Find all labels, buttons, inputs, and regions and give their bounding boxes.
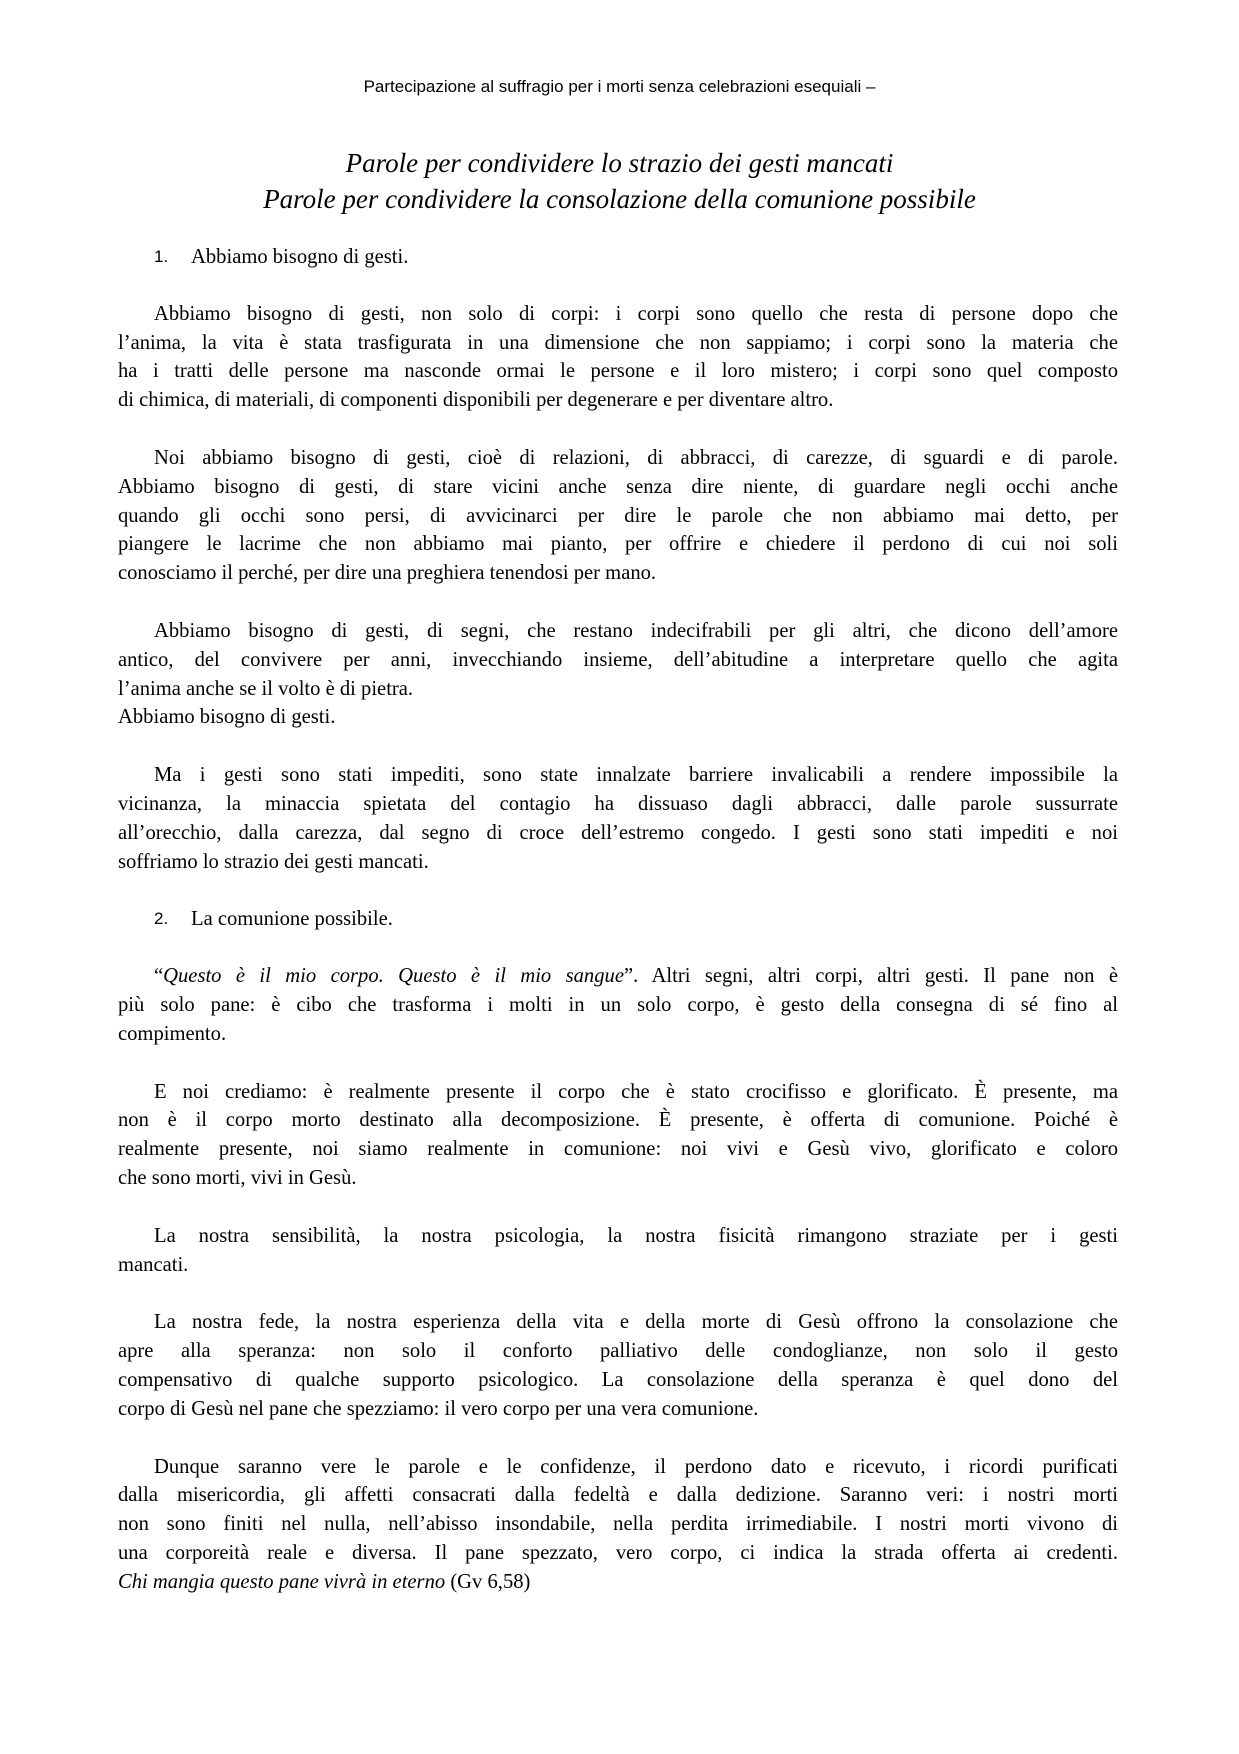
text-line: non è il corpo morto destinato alla decomposizione. È presente, è offerta di comunione. Poiché è: [118, 1109, 1118, 1132]
text-line: l’anima anche se il volto è di pietra.: [118, 677, 414, 700]
scripture-reference: (Gv 6,58): [445, 1570, 531, 1593]
text-line: l’anima, la vita è stata trasfigurata in una dimensione che non sappiamo; i corpi sono la materia che: [118, 331, 1118, 354]
text-line: realmente presente, noi siamo realmente in comunione: noi vivi e Gesù vivo, glorificato e coloro: [118, 1138, 1118, 1161]
text-line: La nostra sensibilità, la nostra psicologia, la nostra fisicità rimangono straziate per i gesti: [154, 1224, 1118, 1247]
section-heading-1: [118, 243, 1118, 272]
text-line: compensativo di qualche supporto psicologico. La consolazione della speranza è quel dono del: [118, 1368, 1118, 1391]
section-heading-2: [118, 905, 1118, 934]
quote-italic: Questo è il mio corpo. Questo è il mio sangue: [163, 965, 624, 988]
text-line: apre alla speranza: non solo il conforto palliativo delle condoglianze, non solo il gesto: [118, 1340, 1118, 1363]
section-number: 2.: [154, 909, 169, 929]
text-line: [118, 1568, 1118, 1597]
text-line: Noi abbiamo bisogno di gesti, cioè di relazioni, di abbracci, di carezze, di sguardi e di parole.: [154, 446, 1118, 469]
text-line: compimento.: [118, 1022, 227, 1045]
paragraph: [118, 962, 1118, 1048]
text-line: corpo di Gesù nel pane che spezziamo: il vero corpo per una vera comunione.: [118, 1397, 759, 1420]
text-line: conosciamo il perché, per dire una preghiera tenendosi per mano.: [118, 562, 657, 585]
paragraph: [118, 1222, 1118, 1280]
paragraph: [118, 617, 1118, 732]
text-line: vicinanza, la minaccia spietata del contagio ha dissuaso dagli abbracci, dalle parole sussurrate: [118, 792, 1118, 815]
text-line: Abbiamo bisogno di gesti.: [118, 706, 336, 729]
text-line: Dunque saranno vere le parole e le confidenze, il perdono dato e ricevuto, i ricordi purificati: [154, 1455, 1118, 1478]
paragraph: [118, 1078, 1118, 1193]
text-line: quando gli occhi sono persi, di avvicinarci per dire le parole che non abbiamo mai detto, per: [118, 504, 1118, 527]
text-line: Abbiamo bisogno di gesti, di segni, che restano indecifrabili per gli altri, che dicono dell’amore: [154, 619, 1118, 642]
text-line: dalla misericordia, gli affetti consacrati dalla fedeltà e dalla dedizione. Saranno veri: i nostri morti: [118, 1484, 1118, 1507]
page-header: Partecipazione al suffragio per i morti senza celebrazioni esequiali –: [363, 77, 876, 96]
text-line: soffriamo lo strazio dei gesti mancati.: [118, 850, 429, 873]
text-line: antico, del convivere per anni, invecchiando insieme, dell’abitudine a interpretare quello che agita: [118, 648, 1118, 671]
text-line: più solo pane: è cibo che trasforma i molti in un solo corpo, è gesto della consegna di sé fino al: [118, 993, 1118, 1016]
section-title: La comunione possibile.: [191, 908, 393, 931]
title-line-2: Parole per condividere la consolazione della comunione possibile: [263, 184, 976, 214]
text-line: Ma i gesti sono stati impediti, sono state innalzate barriere invalicabili a rendere impossibile la: [154, 764, 1118, 787]
quote-open: “: [154, 965, 164, 988]
text-line: [118, 962, 1118, 991]
text-line: una corporeità reale e diversa. Il pane spezzato, vero corpo, ci indica la strada offerta ai credenti.: [118, 1541, 1118, 1564]
text-line: mancati.: [118, 1253, 189, 1276]
section-number: 1.: [154, 247, 169, 266]
document-titles: [0, 145, 1239, 217]
text-line: ha i tratti delle persone ma nasconde ormai le persone e il loro mistero; i corpi sono quel composto: [118, 360, 1118, 383]
paragraph: [118, 1308, 1118, 1423]
text-line: La nostra fede, la nostra esperienza della vita e della morte di Gesù offrono la consolazione che: [154, 1311, 1118, 1334]
quote-rest: ”. Altri segni, altri corpi, altri gesti. Il pane non è: [623, 965, 1119, 988]
section-title: Abbiamo bisogno di gesti.: [191, 246, 409, 268]
text-line: all’orecchio, dalla carezza, dal segno di croce dell’estremo congedo. I gesti sono stati impediti e noi: [118, 821, 1118, 844]
paragraph: [118, 444, 1118, 588]
text-line: Abbiamo bisogno di gesti, di stare vicini anche senza dire niente, di guardare negli occhi anche: [118, 475, 1118, 498]
text-line: di chimica, di materiali, di componenti disponibili per degenerare e per diventare altro.: [118, 389, 834, 412]
text-line: non sono finiti nel nulla, nell’abisso insondabile, nella perdita irrimediabile. I nostri morti vivono di: [118, 1513, 1118, 1536]
paragraph: [118, 761, 1118, 876]
text-line: E noi crediamo: è realmente presente il corpo che è stato crocifisso e glorificato. È presente, ma: [154, 1080, 1118, 1103]
text-line: Abbiamo bisogno di gesti, non solo di corpi: i corpi sono quello che resta di persone dopo che: [154, 302, 1118, 325]
text-line: piangere le lacrime che non abbiamo mai pianto, per offrire e chiedere il perdono di cui noi soli: [118, 533, 1118, 556]
paragraph: [118, 1453, 1118, 1597]
scripture-quote: Chi mangia questo pane vivrà in eterno: [118, 1570, 446, 1593]
title-line-1: Parole per condividere lo strazio dei gesti mancati: [345, 148, 894, 178]
document-body: [118, 243, 1118, 1596]
paragraph: [118, 300, 1118, 415]
text-line: che sono morti, vivi in Gesù.: [118, 1166, 357, 1189]
